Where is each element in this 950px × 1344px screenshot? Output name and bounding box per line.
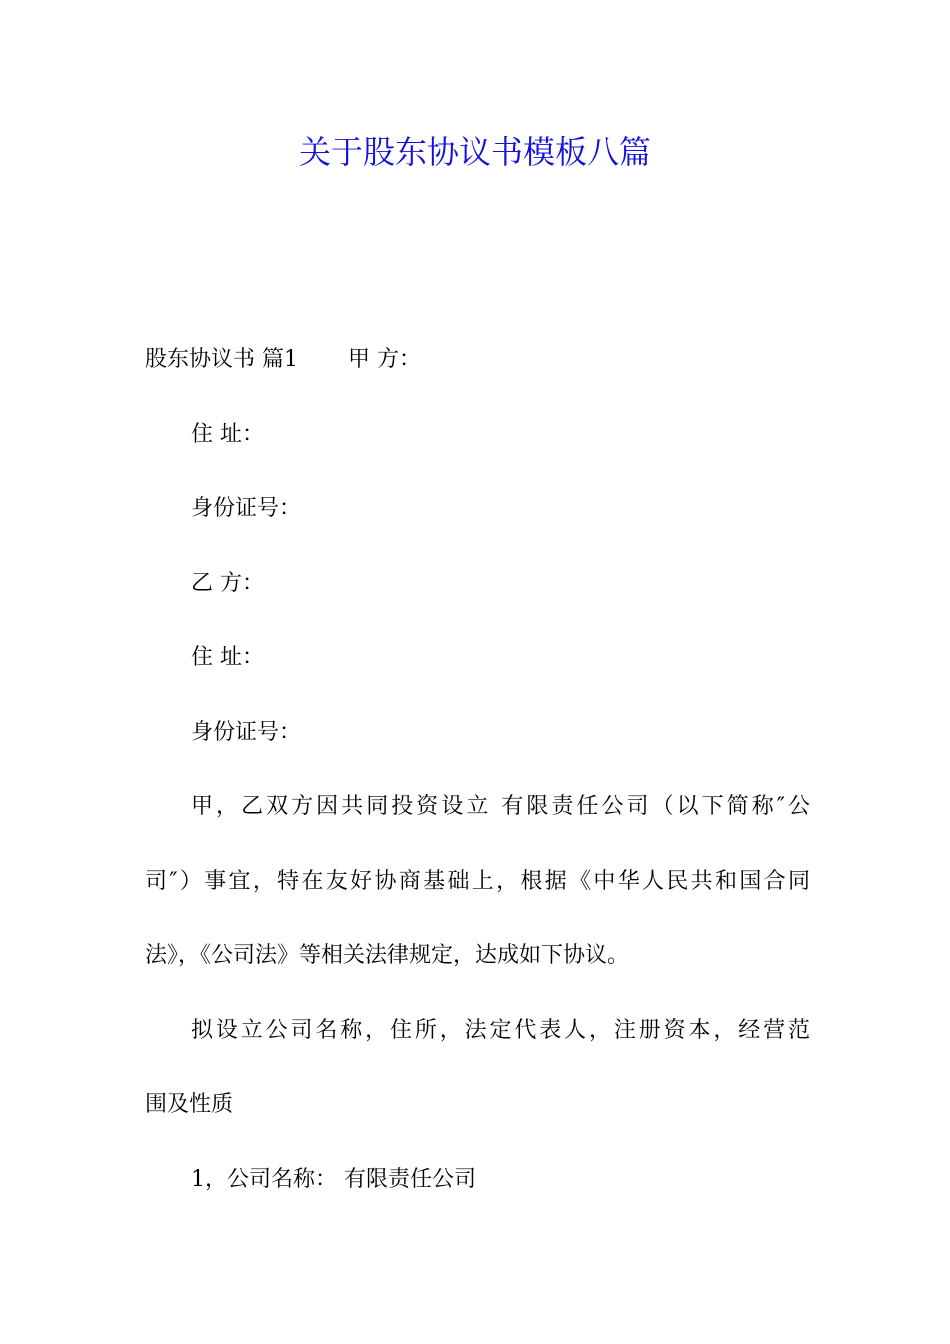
party-b-label: 乙 方： — [191, 571, 264, 596]
agreement-heading — [145, 345, 810, 375]
paragraph-line: 围及性质 — [145, 1092, 234, 1117]
party-a-id-number: 身份证号： — [191, 496, 302, 521]
paragraph-line: 司″）事宜，特在友好协商基础上，根据《中华人民共和国合同 — [145, 869, 810, 894]
paragraph-line: 法》，《公司法》等相关法律规定，达成如下协议。 — [145, 943, 630, 968]
heading-label: 股东协议书 篇1 — [145, 347, 298, 372]
document-title: 关于股东协议书模板八篇 — [298, 133, 651, 171]
party-a-address: 住 址： — [191, 422, 264, 447]
company-name-item: 1，公司名称： 有限责任公司 — [191, 1167, 476, 1192]
paragraph-line: 拟设立公司名称，住所，法定代表人，注册资本，经营范 — [191, 1018, 810, 1043]
party-b-id-number: 身份证号： — [191, 720, 302, 745]
party-a-label: 甲 方： — [348, 347, 421, 372]
party-b-address: 住 址： — [191, 645, 264, 670]
paragraph-line: 甲，乙双方因共同投资设立 有限责任公司（以下简称″公 — [191, 794, 810, 819]
